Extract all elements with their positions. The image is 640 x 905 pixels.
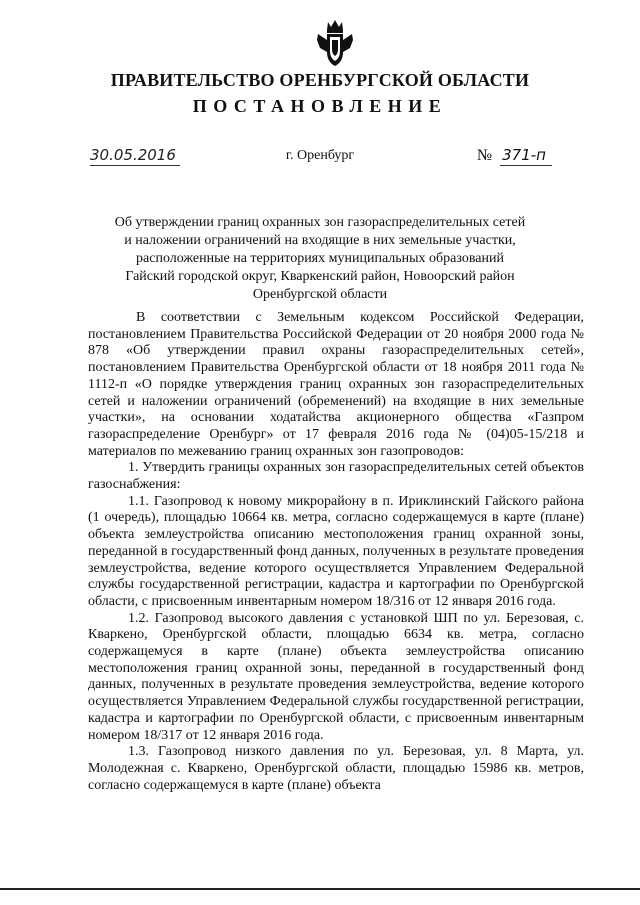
preamble-paragraph: В соответствии с Земельным кодексом Российской Федерации, постановлением Правительства Российской Федерации от 20 ноября 2000 года № 878 «Об утверждении правил охраны газораспределительных сетей», постановлением Правительства Оренбургской области от 18 ноября 2011 года № 1112-п «О порядке утверждения границ охранных зон газораспределительных сетей и наложении ограничений (обременений) на входящие в них земельные участки», на основании ходатайства акционерного общества «Газпром газораспределение Оренбург» от 17 февраля 2016 года № (04)05-15/218 и материалов по межеванию границ охранных зон газопроводов: bbox=[88, 310, 584, 459]
title-line: Гайский городской округ, Кваркенский район, Новоорский район bbox=[125, 269, 515, 284]
coat-of-arms-icon bbox=[316, 18, 354, 68]
document-date: 30.05.2016 bbox=[90, 146, 180, 166]
document-type: ПОСТАНОВЛЕНИЕ bbox=[192, 96, 448, 116]
title-line: и наложении ограничений на входящие в них земельные участки, bbox=[124, 233, 516, 248]
document-body bbox=[88, 310, 584, 794]
number-sign: № bbox=[476, 147, 493, 164]
title-line: Об утверждении границ охранных зон газораспределительных сетей bbox=[114, 215, 526, 230]
document-city: г. Оренбург bbox=[285, 148, 355, 163]
clause-1-3: 1.3. Газопровод низкого давления по ул. Березовая, ул. 8 Марта, ул. Молодежная с. Кваркено, Оренбургской области, площадью 15986 кв. метров, согласно содержащемуся в карте (плане) объекта bbox=[88, 744, 584, 793]
title-line: Оренбургской области bbox=[252, 287, 388, 302]
number-value: 371-п bbox=[500, 146, 552, 166]
clause-1: 1. Утвердить границы охранных зон газораспределительных сетей объектов газоснабжения: bbox=[88, 460, 584, 493]
clause-1-1: 1.1. Газопровод к новому микрорайону в п. Ириклинский Гайского района (1 очередь), площадью 10664 кв. метра, согласно содержащемуся в карте (плане) объекта землеустройства описанию местоположения границ охранной зоны, переданной в государственный фонд данных, полученных в результате проведения землеустройства, ведение которого осуществляется Управлением Федеральной службы государственной регистрации, кадастра и картографии по Оренбургской области, с присвоенным инвентарным номером 18/316 от 12 января 2016 года. bbox=[88, 493, 584, 609]
document-title bbox=[80, 214, 560, 304]
document-number bbox=[477, 146, 552, 166]
organization-title: ПРАВИТЕЛЬСТВО ОРЕНБУРГСКОЙ ОБЛАСТИ bbox=[110, 70, 530, 90]
title-line: расположенные на территориях муниципальных образований bbox=[136, 251, 504, 266]
page-bottom-border bbox=[0, 888, 640, 890]
clause-1-2: 1.2. Газопровод высокого давления с установкой ШП по ул. Березовая, с. Кваркено, Оренбургской области, площадью 6634 кв. метра, согласно содержащемуся в карте (плане) объекта землеустройства описанию местоположения границ охранной зоны, переданной в государственный фонд данных, полученных в результате проведения землеустройства, ведение которого осуществляется Управлением Федеральной службы государственной регистрации, кадастра и картографии по Оренбургской области, с присвоенным инвентарным номером 18/317 от 12 января 2016 года. bbox=[88, 610, 584, 743]
